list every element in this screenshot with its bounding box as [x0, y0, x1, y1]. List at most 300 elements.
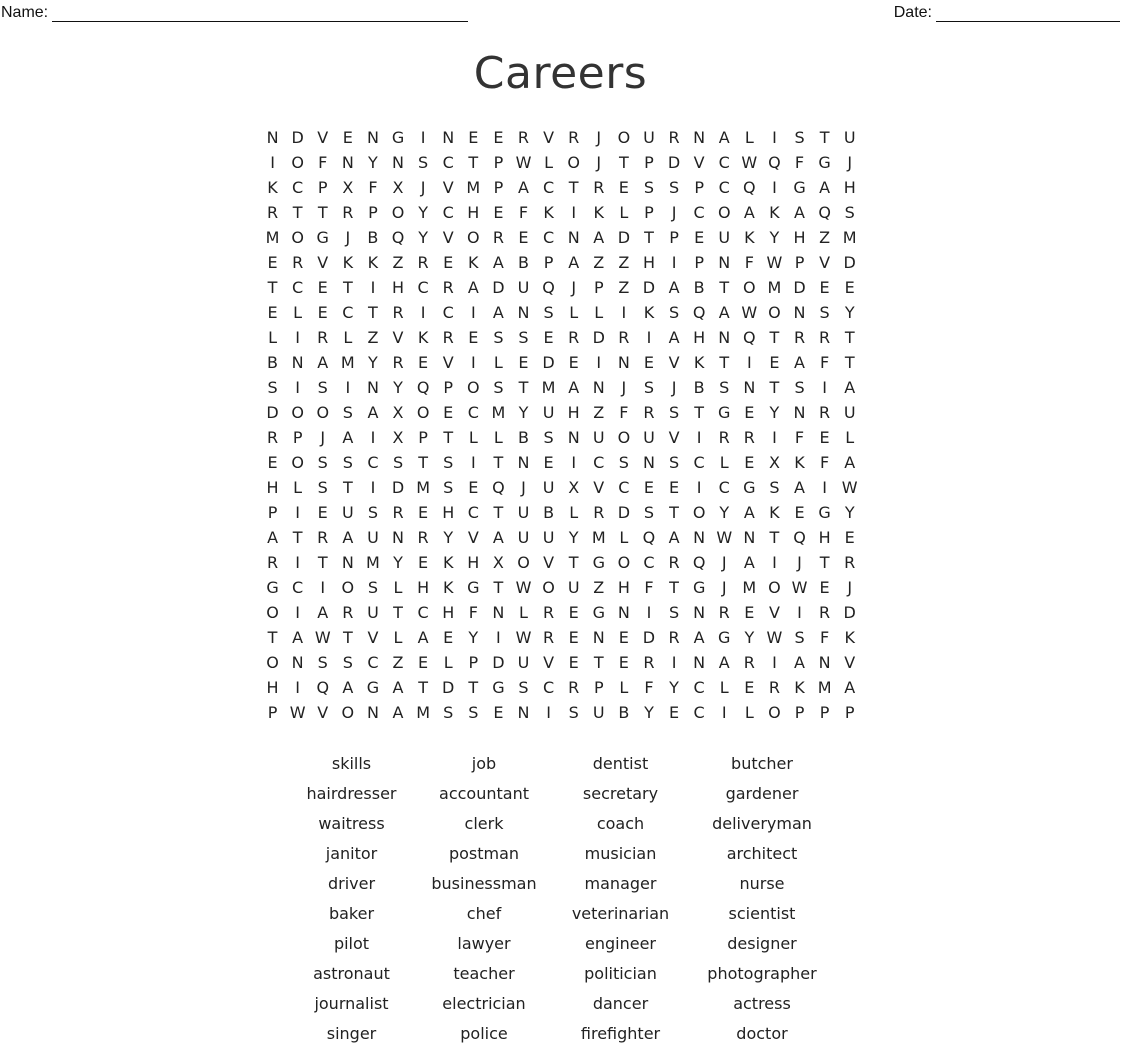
grid-cell: I: [295, 378, 300, 397]
date-label: Date:: [893, 4, 932, 21]
grid-cell: V: [668, 353, 680, 372]
grid-cell: D: [492, 653, 505, 672]
grid-row: [260, 525, 862, 550]
word-list-item: janitor: [325, 844, 378, 863]
grid-cell: E: [418, 553, 429, 572]
grid-cell: N: [718, 253, 731, 272]
grid-cell: U: [542, 528, 555, 547]
grid-cell: U: [643, 128, 655, 147]
grid-cell: S: [493, 378, 504, 397]
grid-cell: E: [317, 503, 328, 522]
grid-cell: D: [592, 328, 605, 347]
grid-cell: N: [517, 453, 530, 472]
grid-cell: V: [768, 603, 780, 622]
grid-cell: C: [442, 303, 454, 322]
grid-cell: T: [368, 303, 378, 322]
grid-cell: S: [769, 478, 780, 497]
grid-cell: G: [492, 678, 505, 697]
grid-cell: H: [793, 228, 806, 247]
grid-cell: E: [468, 128, 479, 147]
grid-cell: B: [517, 428, 529, 447]
grid-cell: Y: [769, 228, 780, 247]
grid-cell: S: [668, 403, 680, 422]
grid-cell: I: [646, 328, 652, 347]
grid-row: [260, 500, 862, 525]
grid-cell: G: [692, 578, 706, 597]
grid-cell: R: [317, 328, 329, 347]
grid-cell: S: [568, 703, 579, 722]
grid-cell: T: [644, 228, 654, 247]
grid-cell: E: [618, 653, 629, 672]
grid-cell: I: [496, 628, 501, 647]
grid-cell: E: [844, 278, 855, 297]
grid-cell: N: [517, 303, 530, 322]
grid-cell: Q: [818, 203, 831, 222]
grid-cell: W: [289, 703, 306, 722]
grid-cell: G: [818, 503, 831, 522]
grid-cell: F: [820, 628, 830, 647]
grid-cell: B: [367, 228, 379, 247]
grid-cell: A: [794, 353, 805, 372]
grid-cell: A: [467, 278, 479, 297]
word-list-item: chef: [466, 904, 502, 923]
grid-cell: N: [818, 653, 831, 672]
grid-cell: I: [772, 553, 777, 572]
grid-cell: T: [669, 503, 679, 522]
grid-cell: U: [718, 228, 731, 247]
grid-cell: Q: [743, 328, 756, 347]
grid-cell: I: [621, 303, 627, 322]
word-list-item: lawyer: [457, 934, 511, 953]
grid-cell: S: [794, 628, 805, 647]
grid-cell: T: [292, 203, 303, 222]
grid-cell: P: [844, 703, 855, 722]
grid-cell: E: [493, 203, 504, 222]
grid-cell: A: [743, 553, 755, 572]
grid-cell: S: [518, 328, 529, 347]
grid-cell: R: [266, 428, 279, 447]
grid-cell: Z: [392, 653, 404, 672]
grid-cell: H: [693, 328, 706, 347]
grid-cell: I: [571, 453, 577, 472]
grid-cell: T: [443, 428, 454, 447]
grid-cell: P: [368, 203, 378, 222]
grid-cell: R: [793, 328, 806, 347]
grid-cell: T: [418, 678, 428, 697]
grid-cell: D: [843, 603, 856, 622]
grid-cell: A: [342, 428, 354, 447]
grid-cell: P: [669, 228, 679, 247]
grid-cell: E: [317, 278, 328, 297]
grid-cell: C: [542, 228, 555, 247]
grid-cell: C: [442, 203, 454, 222]
grid-cell: Y: [844, 303, 855, 322]
grid-cell: T: [669, 578, 679, 597]
grid-cell: S: [719, 378, 730, 397]
grid-cell: Y: [468, 628, 479, 647]
grid-cell: L: [569, 303, 579, 322]
grid-cell: Y: [368, 153, 378, 172]
grid-cell: P: [794, 253, 805, 272]
grid-cell: T: [719, 278, 730, 297]
grid-cell: I: [295, 328, 300, 347]
grid-cell: J: [847, 578, 853, 597]
grid-cell: R: [593, 503, 605, 522]
grid-cell: R: [743, 428, 755, 447]
grid-cell: E: [418, 653, 429, 672]
word-list-item: scientist: [728, 904, 796, 923]
grid-cell: E: [568, 653, 579, 672]
grid-cell: R: [417, 528, 429, 547]
grid-cell: N: [517, 703, 530, 722]
grid-cell: L: [393, 628, 403, 647]
grid-cell: Y: [418, 228, 428, 247]
date-blank-line[interactable]: [936, 3, 1120, 22]
grid-cell: P: [267, 703, 278, 722]
grid-cell: S: [317, 653, 328, 672]
grid-cell: L: [493, 428, 503, 447]
grid-cell: O: [617, 428, 631, 447]
grid-cell: O: [542, 578, 555, 597]
grid-cell: V: [543, 653, 555, 672]
grid-cell: T: [844, 328, 855, 347]
grid-cell: B: [267, 353, 279, 372]
word-list-item: photographer: [707, 964, 817, 983]
grid-cell: M: [842, 228, 857, 247]
grid-cell: A: [492, 528, 504, 547]
word-list-item: police: [460, 1024, 508, 1043]
grid-cell: S: [618, 453, 629, 472]
grid-cell: C: [292, 178, 304, 197]
word-list-item: gardener: [725, 784, 799, 803]
grid-cell: F: [619, 403, 629, 422]
grid-cell: R: [668, 553, 680, 572]
grid-cell: R: [543, 603, 555, 622]
grid-cell: F: [644, 678, 654, 697]
grid-cell: A: [819, 178, 831, 197]
grid-cell: N: [642, 453, 655, 472]
grid-cell: Y: [719, 503, 730, 522]
grid-cell: A: [492, 303, 504, 322]
grid-cell: I: [370, 278, 376, 297]
word-list-item: electrician: [442, 994, 526, 1013]
grid-cell: L: [845, 428, 855, 447]
grid-cell: D: [793, 278, 806, 297]
grid-cell: T: [819, 128, 830, 147]
grid-cell: A: [668, 528, 680, 547]
grid-cell: M: [541, 378, 556, 397]
grid-cell: M: [591, 528, 606, 547]
grid-cell: E: [543, 453, 554, 472]
grid-cell: U: [542, 478, 555, 497]
grid-cell: T: [342, 278, 353, 297]
grid-cell: T: [342, 478, 353, 497]
grid-cell: R: [668, 128, 680, 147]
grid-cell: P: [292, 428, 303, 447]
grid-cell: E: [643, 478, 654, 497]
grid-cell: I: [295, 603, 300, 622]
grid-cell: A: [568, 378, 580, 397]
grid-cell: R: [718, 603, 730, 622]
grid-cell: W: [716, 528, 733, 547]
grid-cell: D: [642, 278, 656, 297]
grid-cell: E: [418, 503, 429, 522]
grid-cell: E: [568, 603, 579, 622]
grid-cell: E: [568, 353, 579, 372]
name-blank-line[interactable]: [52, 3, 468, 22]
grid-cell: A: [844, 378, 856, 397]
grid-cell: L: [619, 203, 629, 222]
grid-cell: M: [742, 578, 757, 597]
grid-cell: I: [470, 353, 476, 372]
grid-cell: N: [366, 378, 379, 397]
grid-cell: A: [392, 703, 404, 722]
grid-cell: C: [417, 603, 429, 622]
grid-cell: N: [392, 528, 404, 547]
grid-cell: E: [568, 628, 579, 647]
grid-cell: K: [693, 353, 705, 372]
grid-cell: E: [543, 328, 554, 347]
grid-cell: H: [617, 578, 630, 597]
grid-cell: P: [317, 178, 328, 197]
grid-cell: K: [468, 253, 479, 272]
grid-cell: K: [267, 178, 278, 197]
grid-cell: N: [567, 428, 580, 447]
grid-cell: O: [391, 203, 405, 222]
grid-cell: S: [317, 453, 328, 472]
grid-cell: I: [746, 353, 752, 372]
grid-cell: R: [292, 253, 304, 272]
grid-row: [260, 125, 862, 150]
grid-cell: P: [493, 178, 504, 197]
grid-cell: S: [643, 378, 655, 397]
grid-cell: E: [267, 253, 278, 272]
grid-row: [260, 275, 862, 300]
grid-cell: H: [417, 578, 430, 597]
grid-cell: V: [392, 328, 404, 347]
grid-cell: D: [492, 278, 505, 297]
grid-cell: E: [744, 453, 755, 472]
grid-cell: N: [442, 128, 455, 147]
grid-cell: L: [544, 153, 554, 172]
grid-cell: S: [668, 453, 680, 472]
grid-cell: K: [342, 253, 354, 272]
grid-cell: A: [342, 678, 354, 697]
grid-cell: O: [768, 303, 781, 322]
grid-cell: X: [492, 553, 504, 572]
grid-cell: S: [543, 303, 554, 322]
grid-cell: R: [392, 353, 404, 372]
grid-cell: E: [443, 253, 454, 272]
grid-cell: I: [295, 503, 300, 522]
grid-cell: R: [568, 328, 580, 347]
grid-cell: E: [493, 703, 504, 722]
word-list-item: dentist: [592, 754, 649, 773]
grid-row: [260, 350, 862, 375]
grid-cell: P: [593, 278, 604, 297]
grid-cell: F: [318, 153, 328, 172]
grid-cell: E: [668, 478, 680, 497]
grid-cell: S: [342, 653, 353, 672]
grid-cell: I: [646, 603, 652, 622]
grid-cell: J: [596, 128, 602, 147]
grid-cell: G: [592, 603, 605, 622]
grid-cell: R: [668, 628, 680, 647]
grid-cell: K: [367, 253, 379, 272]
grid-cell: N: [341, 553, 354, 572]
grid-cell: J: [345, 228, 351, 247]
grid-cell: F: [820, 353, 830, 372]
grid-cell: M: [466, 178, 481, 197]
grid-cell: J: [621, 378, 627, 397]
grid-cell: E: [468, 478, 479, 497]
grid-cell: I: [772, 428, 777, 447]
grid-cell: R: [492, 228, 504, 247]
grid-cell: L: [594, 303, 604, 322]
grid-cell: V: [442, 178, 454, 197]
grid-cell: Y: [518, 403, 529, 422]
grid-cell: A: [367, 403, 379, 422]
grid-cell: W: [766, 628, 783, 647]
grid-cell: U: [517, 653, 530, 672]
grid-cell: T: [493, 453, 504, 472]
grid-cell: T: [719, 353, 730, 372]
grid-cell: P: [819, 703, 830, 722]
grid-cell: N: [793, 403, 806, 422]
grid-cell: A: [668, 328, 680, 347]
grid-cell: S: [367, 578, 378, 597]
date-field[interactable]: [894, 3, 1120, 22]
grid-row: [260, 625, 862, 650]
grid-cell: A: [668, 278, 680, 297]
grid-cell: E: [668, 703, 680, 722]
grid-cell: R: [317, 528, 329, 547]
grid-cell: S: [668, 303, 680, 322]
grid-cell: Y: [418, 203, 428, 222]
grid-cell: E: [493, 128, 504, 147]
name-field[interactable]: [1, 3, 468, 22]
word-list-item: architect: [726, 844, 798, 863]
grid-cell: X: [342, 178, 354, 197]
grid-cell: R: [342, 203, 354, 222]
word-list-item: doctor: [736, 1024, 788, 1043]
grid-cell: K: [543, 203, 554, 222]
grid-row: [260, 325, 862, 350]
grid-cell: K: [442, 578, 454, 597]
grid-cell: F: [644, 578, 654, 597]
grid-cell: H: [266, 678, 279, 697]
name-label: Name:: [1, 4, 49, 21]
grid-cell: N: [793, 303, 806, 322]
grid-cell: H: [442, 503, 455, 522]
grid-cell: R: [392, 303, 404, 322]
grid-cell: U: [341, 503, 354, 522]
grid-cell: I: [370, 428, 376, 447]
grid-cell: K: [744, 228, 755, 247]
grid-cell: Q: [492, 478, 505, 497]
grid-cell: T: [418, 453, 428, 472]
grid-cell: S: [317, 478, 328, 497]
grid-cell: T: [694, 403, 705, 422]
grid-cell: V: [844, 653, 856, 672]
grid-cell: O: [266, 603, 279, 622]
grid-cell: P: [694, 253, 704, 272]
word-list-item: waitress: [318, 814, 385, 833]
grid-cell: T: [769, 378, 780, 397]
grid-cell: A: [593, 228, 605, 247]
grid-cell: I: [822, 378, 827, 397]
grid-cell: S: [443, 703, 454, 722]
grid-cell: B: [693, 278, 705, 297]
grid-cell: E: [518, 353, 529, 372]
word-list-item: coach: [596, 814, 645, 833]
word-list-item: singer: [326, 1024, 377, 1043]
grid-cell: S: [418, 153, 429, 172]
grid-cell: V: [693, 153, 705, 172]
grid-cell: I: [470, 303, 476, 322]
grid-cell: R: [392, 503, 404, 522]
grid-cell: C: [342, 303, 354, 322]
grid-cell: I: [772, 653, 777, 672]
grid-cell: L: [343, 328, 353, 347]
grid-cell: D: [843, 253, 856, 272]
grid-cell: P: [493, 153, 504, 172]
grid-row: [260, 450, 862, 475]
grid-cell: M: [416, 478, 431, 497]
grid-cell: E: [744, 603, 755, 622]
grid-cell: O: [567, 153, 580, 172]
word-list-item: manager: [584, 874, 657, 893]
grid-cell: C: [643, 553, 655, 572]
grid-cell: M: [366, 553, 380, 572]
grid-cell: I: [772, 128, 777, 147]
grid-cell: N: [492, 603, 505, 622]
grid-cell: I: [546, 703, 551, 722]
grid-cell: R: [568, 678, 580, 697]
grid-cell: P: [443, 378, 454, 397]
grid-cell: I: [370, 478, 376, 497]
grid-cell: S: [844, 203, 855, 222]
grid-cell: C: [718, 478, 730, 497]
grid-cell: D: [667, 153, 681, 172]
grid-cell: A: [743, 503, 755, 522]
grid-cell: O: [266, 653, 279, 672]
grid-cell: K: [794, 678, 805, 697]
grid-cell: L: [744, 128, 754, 147]
grid-cell: T: [267, 628, 278, 647]
grid-cell: E: [443, 628, 454, 647]
grid-cell: O: [617, 128, 631, 147]
grid-cell: E: [418, 353, 429, 372]
grid-cell: O: [341, 703, 355, 722]
grid-cell: C: [693, 678, 705, 697]
grid-row: [260, 300, 862, 325]
grid-cell: U: [643, 428, 655, 447]
grid-cell: P: [694, 178, 704, 197]
grid-cell: G: [718, 628, 731, 647]
grid-cell: K: [769, 203, 780, 222]
word-list-item: politician: [584, 964, 657, 983]
grid-cell: U: [843, 403, 856, 422]
grid-cell: U: [843, 128, 856, 147]
grid-cell: S: [493, 328, 504, 347]
grid-cell: N: [592, 628, 605, 647]
grid-cell: N: [693, 653, 706, 672]
grid-cell: J: [797, 553, 802, 572]
grid-cell: T: [593, 653, 604, 672]
grid-cell: W: [741, 153, 758, 172]
grid-cell: I: [420, 128, 426, 147]
